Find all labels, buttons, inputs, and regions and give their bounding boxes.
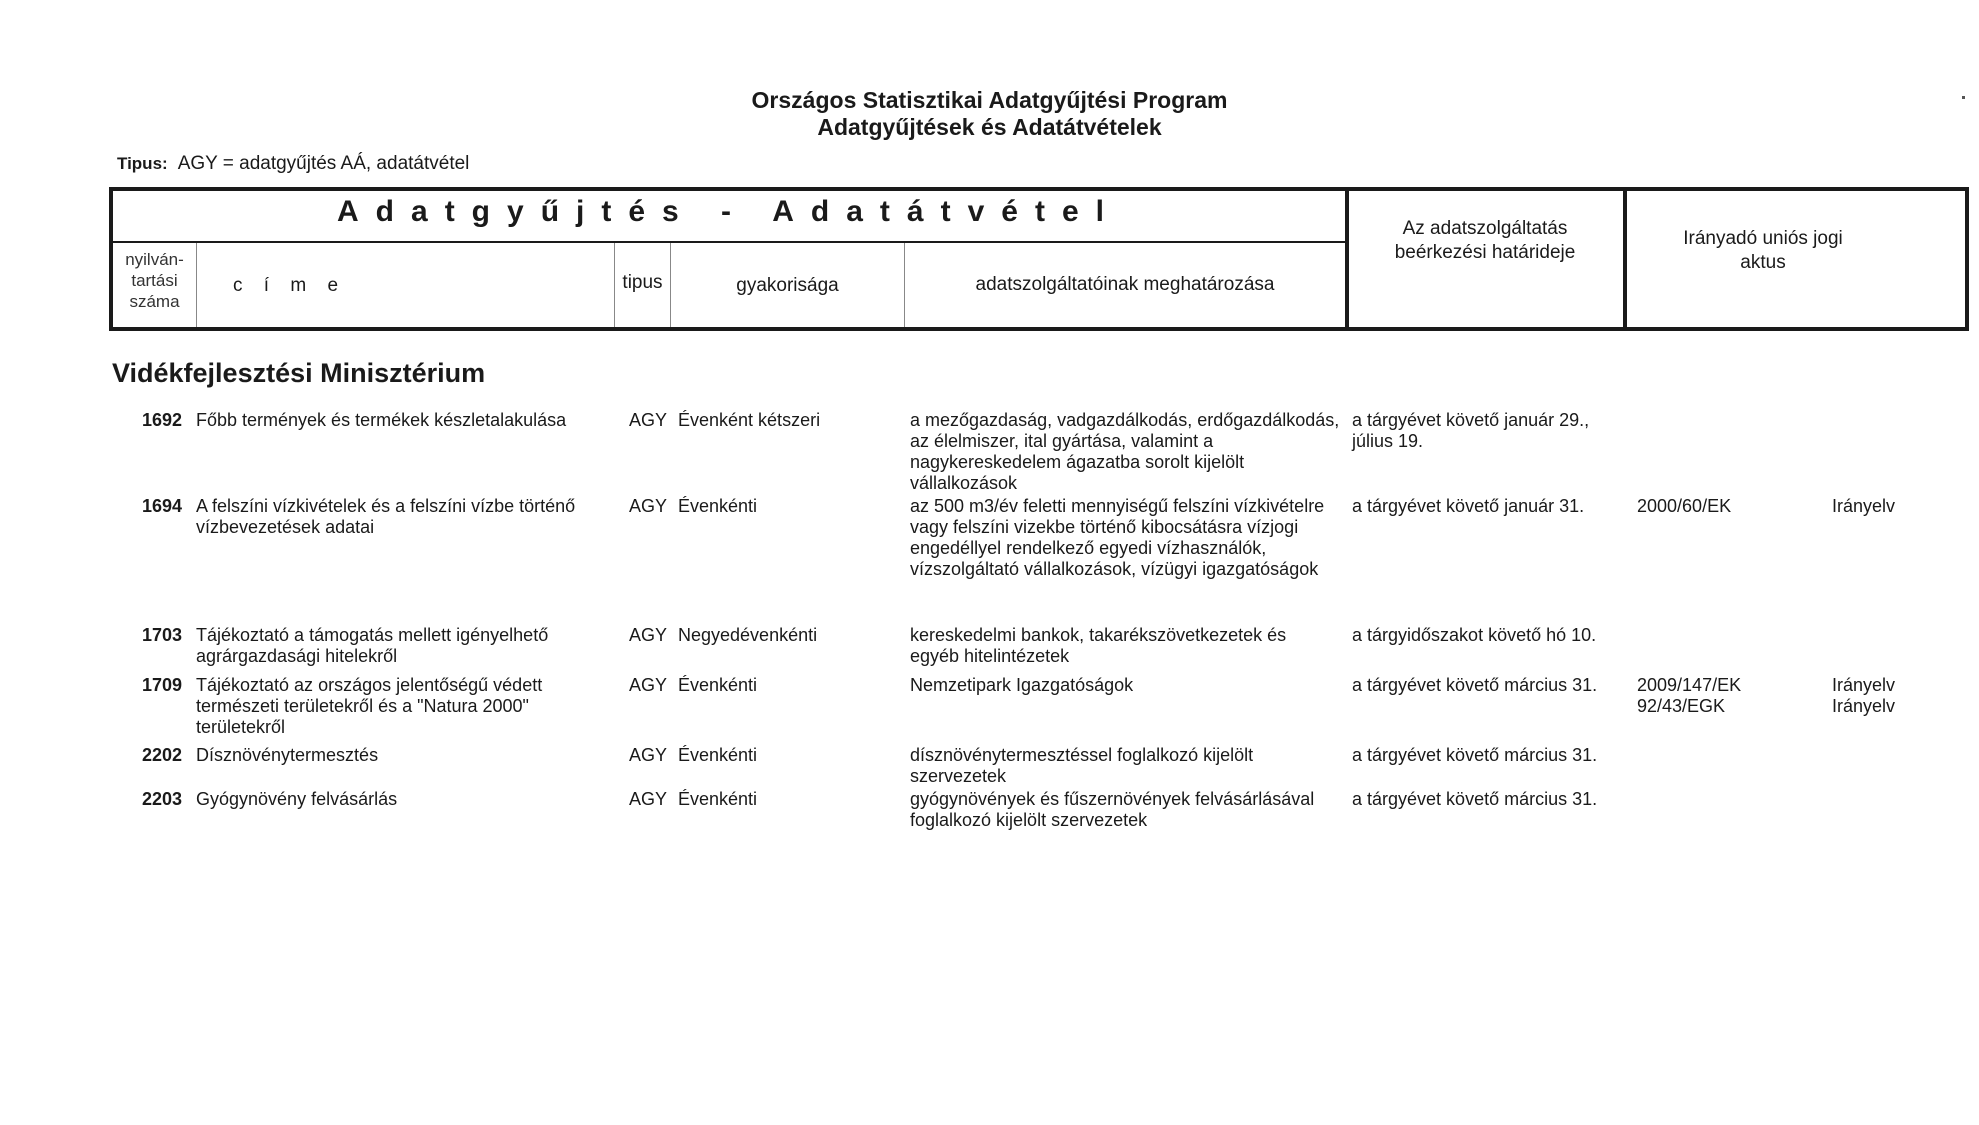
row-providers: az 500 m3/év feletti mennyiségű felszíni vízkivételre vagy felszíni vizekbe történő kibocsátásra vízjogi engedéllyel rendelkező egyedi vízhasználók, vízszolgáltató vállalkozások, vízügyi igazgatóságok: [910, 496, 1325, 579]
row-eu-act-kind-2: Irányelv: [1832, 696, 1896, 716]
row-providers: Nemzetipark Igazgatóságok: [910, 675, 1134, 695]
row-number: 2203: [141, 789, 182, 809]
row-number: 1694: [141, 496, 182, 516]
row-deadline: a tárgyidőszakot követő hó 10.: [1352, 625, 1597, 645]
row-providers: dísznövénytermesztéssel foglalkozó kijelölt szervezetek: [910, 745, 1254, 786]
row-deadline: a tárgyévet követő január 29., július 19.: [1352, 410, 1590, 451]
section-title: Vidékfejlesztési Minisztérium: [112, 358, 486, 388]
document-title: Országos Statisztikai Adatgyűjtési Program: [751, 87, 1228, 113]
table-header: [109, 187, 1969, 331]
header-separator: [1345, 191, 1349, 327]
row-frequency: Évenként kétszeri: [678, 410, 821, 430]
row-title: Dísznövénytermesztés: [196, 745, 379, 765]
row-type: AGY: [629, 745, 668, 765]
header-frequency: gyakorisága: [736, 275, 839, 296]
row-type: AGY: [629, 410, 668, 430]
row-eu-act-kind: Irányelv: [1832, 496, 1896, 516]
stray-mark: [1962, 96, 1965, 99]
header-separator: [1623, 191, 1627, 327]
row-type: AGY: [629, 675, 668, 695]
column-separator: [196, 243, 197, 327]
row-deadline: a tárgyévet követő március 31.: [1352, 745, 1598, 765]
row-frequency: Negyedévenkénti: [678, 625, 818, 645]
row-title: Gyógynövény felvásárlás: [196, 789, 398, 809]
row-title: Főbb termények és termékek készletalakulása: [196, 410, 567, 430]
header-title: c í m e: [233, 275, 347, 296]
row-eu-act-1: 2009/147/EK: [1637, 675, 1742, 695]
row-frequency: Évenkénti: [678, 675, 758, 695]
header-eu-act: Irányadó uniós jogi aktus: [1683, 228, 1843, 273]
table-header-title: Adatgyűjtés - Adatátvétel: [337, 195, 1121, 228]
header-providers: adatszolgáltatóinak meghatározása: [975, 274, 1275, 295]
row-eu-act-kind: [1832, 675, 1952, 717]
row-type: AGY: [629, 789, 668, 809]
row-eu-act: 2000/60/EK: [1637, 496, 1732, 516]
row-deadline: a tárgyévet követő március 31.: [1352, 675, 1598, 695]
row-title: Tájékoztató a támogatás mellett igényelhető agrárgazdasági hitelekről: [196, 625, 549, 666]
row-frequency: Évenkénti: [678, 745, 758, 765]
row-deadline: a tárgyévet követő március 31.: [1352, 789, 1598, 809]
row-number: 1709: [141, 675, 182, 695]
row-title: A felszíni vízkivételek és a felszíni vízbe történő vízbevezetések adatai: [196, 496, 576, 537]
row-number: 1692: [141, 410, 182, 430]
row-eu-act: [1637, 675, 1797, 717]
row-title: Tájékoztató az országos jelentőségű védett természeti területekről és a "Natura 2000" területekről: [196, 675, 543, 737]
row-frequency: Évenkénti: [678, 789, 758, 809]
header-deadline: Az adatszolgáltatás beérkezési határideje: [1394, 218, 1576, 263]
type-legend: [117, 153, 469, 175]
row-eu-act-2: 92/43/EGK: [1637, 696, 1726, 716]
row-eu-act-kind-1: Irányelv: [1832, 675, 1896, 695]
row-type: AGY: [629, 496, 668, 516]
document-subtitle: Adatgyűjtések és Adatátvételek: [817, 114, 1162, 140]
row-providers: kereskedelmi bankok, takarékszövetkezetek és egyéb hitelintézetek: [910, 625, 1287, 666]
row-frequency: Évenkénti: [678, 496, 758, 516]
header-number: nyilván- tartási száma: [125, 250, 184, 311]
row-number: 1703: [141, 625, 182, 645]
header-type: tipus: [622, 272, 663, 293]
row-providers: a mezőgazdaság, vadgazdálkodás, erdőgazdálkodás, az élelmiszer, ital gyártása, valamint a nagykereskedelem ágazatba sorolt kijelölt vállalkozások: [910, 410, 1340, 493]
row-type: AGY: [629, 625, 668, 645]
row-number: 2202: [141, 745, 182, 765]
row-providers: gyógynövények és fűszernövények felvásárlásával foglalkozó kijelölt szervezetek: [910, 789, 1315, 830]
header-divider: [113, 241, 1345, 243]
type-legend-text: AGY = adatgyűjtés AÁ, adatátvétel: [177, 153, 470, 174]
row-deadline: a tárgyévet követő január 31.: [1352, 496, 1585, 516]
type-legend-label: Tipus:: [117, 154, 168, 173]
